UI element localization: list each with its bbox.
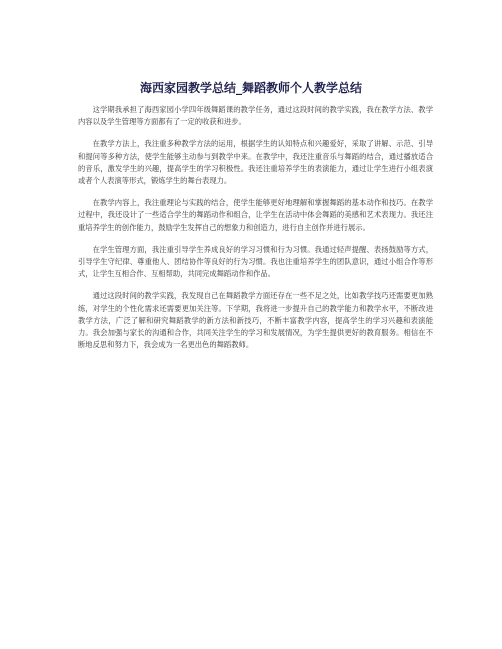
- paragraph-reflection: 通过这段时间的教学实践，我发现自己在舞蹈教学方面还存在一些不足之处，比如教学技巧还需要更加熟练，对学生的个性化需求还需要更加关注等。下学期，我将进一步提升自己的教学能力和教学水平，不断改进教学方法，广泛了解和研究舞蹈教学的新方法和新技巧，不断丰富教学内容，提高学生的学习兴趣和表演能力。我会加强与家长的沟通和合作，共同关注学生的学习和发展情况，为学生提供更好的教育服务。相信在不断地反思和努力下，我会成为一名更出色的舞蹈教师。: [78, 291, 433, 350]
- paragraph-teaching-content: 在教学内容上，我注重理论与实践的结合，使学生能够更好地理解和掌握舞蹈的基本动作和技巧。在教学过程中，我还设计了一些适合学生的舞蹈动作和组合，让学生在活动中体会舞蹈的美感和艺术表现力。我还注重培养学生的创作能力，鼓励学生发挥自己的想象力和创造力，进行自主创作并进行展示。: [78, 198, 433, 232]
- document-body: [78, 104, 433, 361]
- document-title: 海西家园教学总结_舞蹈教师个人教学总结: [139, 81, 362, 95]
- paragraph-teaching-methods: 在教学方法上，我注重多种教学方法的运用，根据学生的认知特点和兴趣爱好，采取了讲解、示范、引导和提问等多种方法，使学生能够主动参与到教学中来。在教学中，我还注重音乐与舞蹈的结合，通过播放适合的音乐，激发学生的兴趣，提高学生的学习积极性。我还注重培养学生的表演能力，通过让学生进行小组表演或者个人表演等形式，锻炼学生的舞台表现力。: [78, 139, 433, 186]
- paragraph-student-management: 在学生管理方面，我注重引导学生养成良好的学习习惯和行为习惯。我通过轻声提醒、表扬鼓励等方式，引导学生守纪律、尊重他人、团结协作等良好的行为习惯。我也注重培养学生的团队意识，通过小组合作等形式，让学生互相合作、互相帮助，共同完成舞蹈动作和作品。: [78, 244, 433, 279]
- paragraph-intro: 这学期我承担了海西家园小学四年级舞蹈课的教学任务，通过这段时间的教学实践，我在教学方法、教学内容以及学生管理等方面都有了一定的收获和进步。: [78, 105, 433, 127]
